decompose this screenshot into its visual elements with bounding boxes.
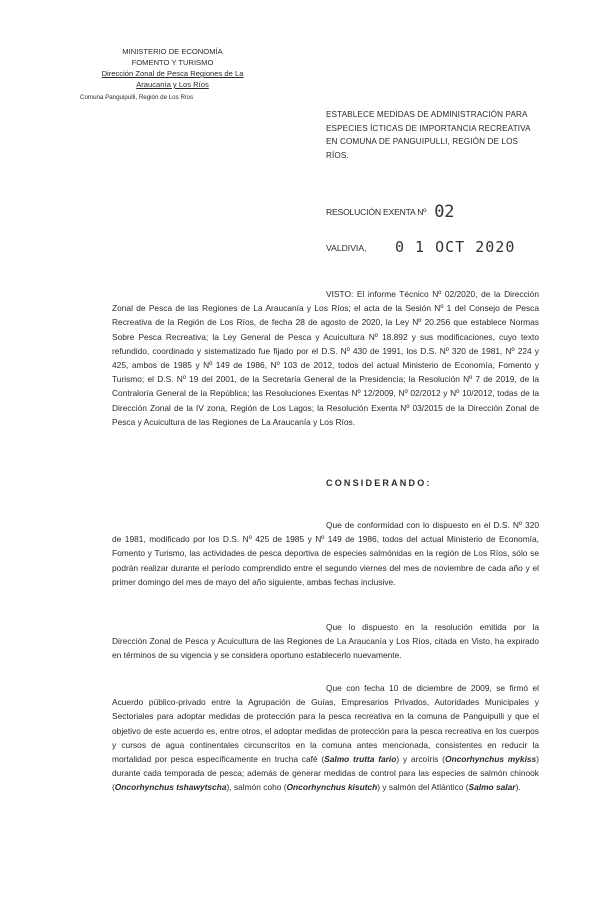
species-rainbow-trout: Oncorhynchus mykiss (444, 754, 537, 765)
c2-lead: Que lo dispuesto en la resolución emitida por la (326, 622, 539, 632)
c1-body: Nº 320 de 1981, modificado por los D.S. Nº 425 de 1985 y Nº 149 de 1986, todos del actual Ministerio de Economía, Fomento y Turismo, las actividades de pesca deportiva de especies salmónidas en la región de Los Ríos, sólo se podrán realizar durante el período comprendido entre el segundo viernes del mes de noviembre de cada año y el primer domingo del mes de mayo del año siguiente, ambas fechas inclusive. (112, 520, 540, 587)
considerando-paragraph-3 (112, 681, 539, 795)
considerando-paragraph-1 (112, 518, 539, 589)
visto-paragraph (112, 287, 539, 429)
c3-lead: Que con fecha 10 de diciembre de 2009, se firmó (326, 683, 529, 693)
directorate-region-line: Araucanía y Los Ríos (136, 80, 209, 89)
directorate-line: Dirección Zonal de Pesca Regiones de La (101, 69, 244, 78)
commune-line: Comuna Panguipulli, Región de Los Ríos (80, 94, 194, 101)
species-brown-trout: Salmo trutta fario (324, 754, 397, 765)
c3-body: el Acuerdo público-privado entre la Agrupación de Guías, Empresarios Privados, Autoridades Municipales y Sectoriales para adoptar medidas de protección para la pesca recreativa en la comuna de Panguipulli y que el objetivo de este acuerdo es, entre otros, el adoptar medidas de protección para la pesca recreativa en los cuerpos y cursos de agua continentales circunscritos en la comuna antes mencionada, consistentes en reducir la mortalidad por pesca específicamente en trucha café ( (112, 683, 539, 765)
place-label: VALDIVIA, (326, 243, 367, 253)
c3-mid-3: ), salmón coho ( (226, 782, 287, 793)
species-chinook: Oncorhynchus tshawytscha (114, 782, 227, 793)
species-coho: Oncorhynchus kisutch (286, 782, 378, 793)
considerando-paragraph-2 (112, 620, 539, 663)
resolution-number: 02 (434, 202, 455, 222)
ministry-line: MINISTERIO DE ECONOMÍA (122, 47, 223, 56)
c3-end: ). (515, 782, 521, 793)
date-stamp: 0 1 OCT 2020 (395, 238, 516, 256)
letterhead (80, 46, 265, 103)
considerando-heading: CONSIDERANDO: (326, 478, 432, 488)
visto-body: Dirección Zonal de Pesca de las Regiones de La Araucanía y Los Ríos; el acta de la Sesión Nº 1 del Consejo de Pesca Recreativa de la Región de Los Ríos, de fecha 28 de agosto de 2020, la Ley Nº 20.256 que establece Normas Sobre Pesca Recreativa; la Ley General de Pesca y Acuicultura Nº 18.892 y sus modificaciones, cuyo texto refundido, coordinado y sistematizado fue fijado por el D.S. Nº 430 de 1991, los D.S. Nº 320 de 1981, Nº 224 y 425, ambos de 1985 y Nº 149 de 1986, Nº 103 de 2012, todos del actual Ministerio de Economía, Fomento y Turismo; el D.S. Nº 19 del 2001, de la Secretaría General de la Presidencia; la Resolución Nº 7 de 2019, de la Contraloría General de la República; las Resoluciones Exentas Nº 12/2009, Nº 02/2012 y Nº 10/2012, todas de la Dirección Zonal de la IV zona, Región de Los Lagos; la Resolución Exenta Nº 03/2015 de la Dirección Zonal de Pesca y Acuicultura de las Regiones de La Araucanía y Los Ríos. (112, 289, 539, 427)
c2-body: Dirección Zonal de Pesca y Acuicultura de las Regiones de La Araucanía y Los Ríos, citada en Visto, ha expirado en términos de su vigencia y se considera oportuno establecerlo nuevamente. (112, 636, 539, 661)
species-atlantic-salmon: Salmo salar (468, 782, 516, 793)
resolution-number-line (326, 200, 454, 220)
resolution-label: RESOLUCIÓN EXENTA Nº (326, 207, 427, 217)
ministry-subline: FOMENTO Y TURISMO (131, 58, 214, 67)
c3-mid-1: ) y arcoíris ( (396, 754, 445, 765)
resolution-subject: ESTABLECE MEDIDAS DE ADMINISTRACIÓN PARA ESPECIES ÍCTICAS DE IMPORTANCIA RECREATIVA EN COMUNA DE PANGUIPULLI, REGIÓN DE LOS RÍOS. (326, 110, 531, 160)
c3-mid-2: ) durante cada temporada de pesca; además de generar medidas de control para las especies de salmón chinook ( (112, 754, 540, 793)
c3-mid-4: ) y salmón del Atlántico ( (377, 782, 469, 793)
visto-lead: VISTO: El informe Técnico Nº 02/2020, de la (326, 289, 501, 299)
c1-lead: Que de conformidad con lo dispuesto en el D.S. (326, 520, 510, 530)
